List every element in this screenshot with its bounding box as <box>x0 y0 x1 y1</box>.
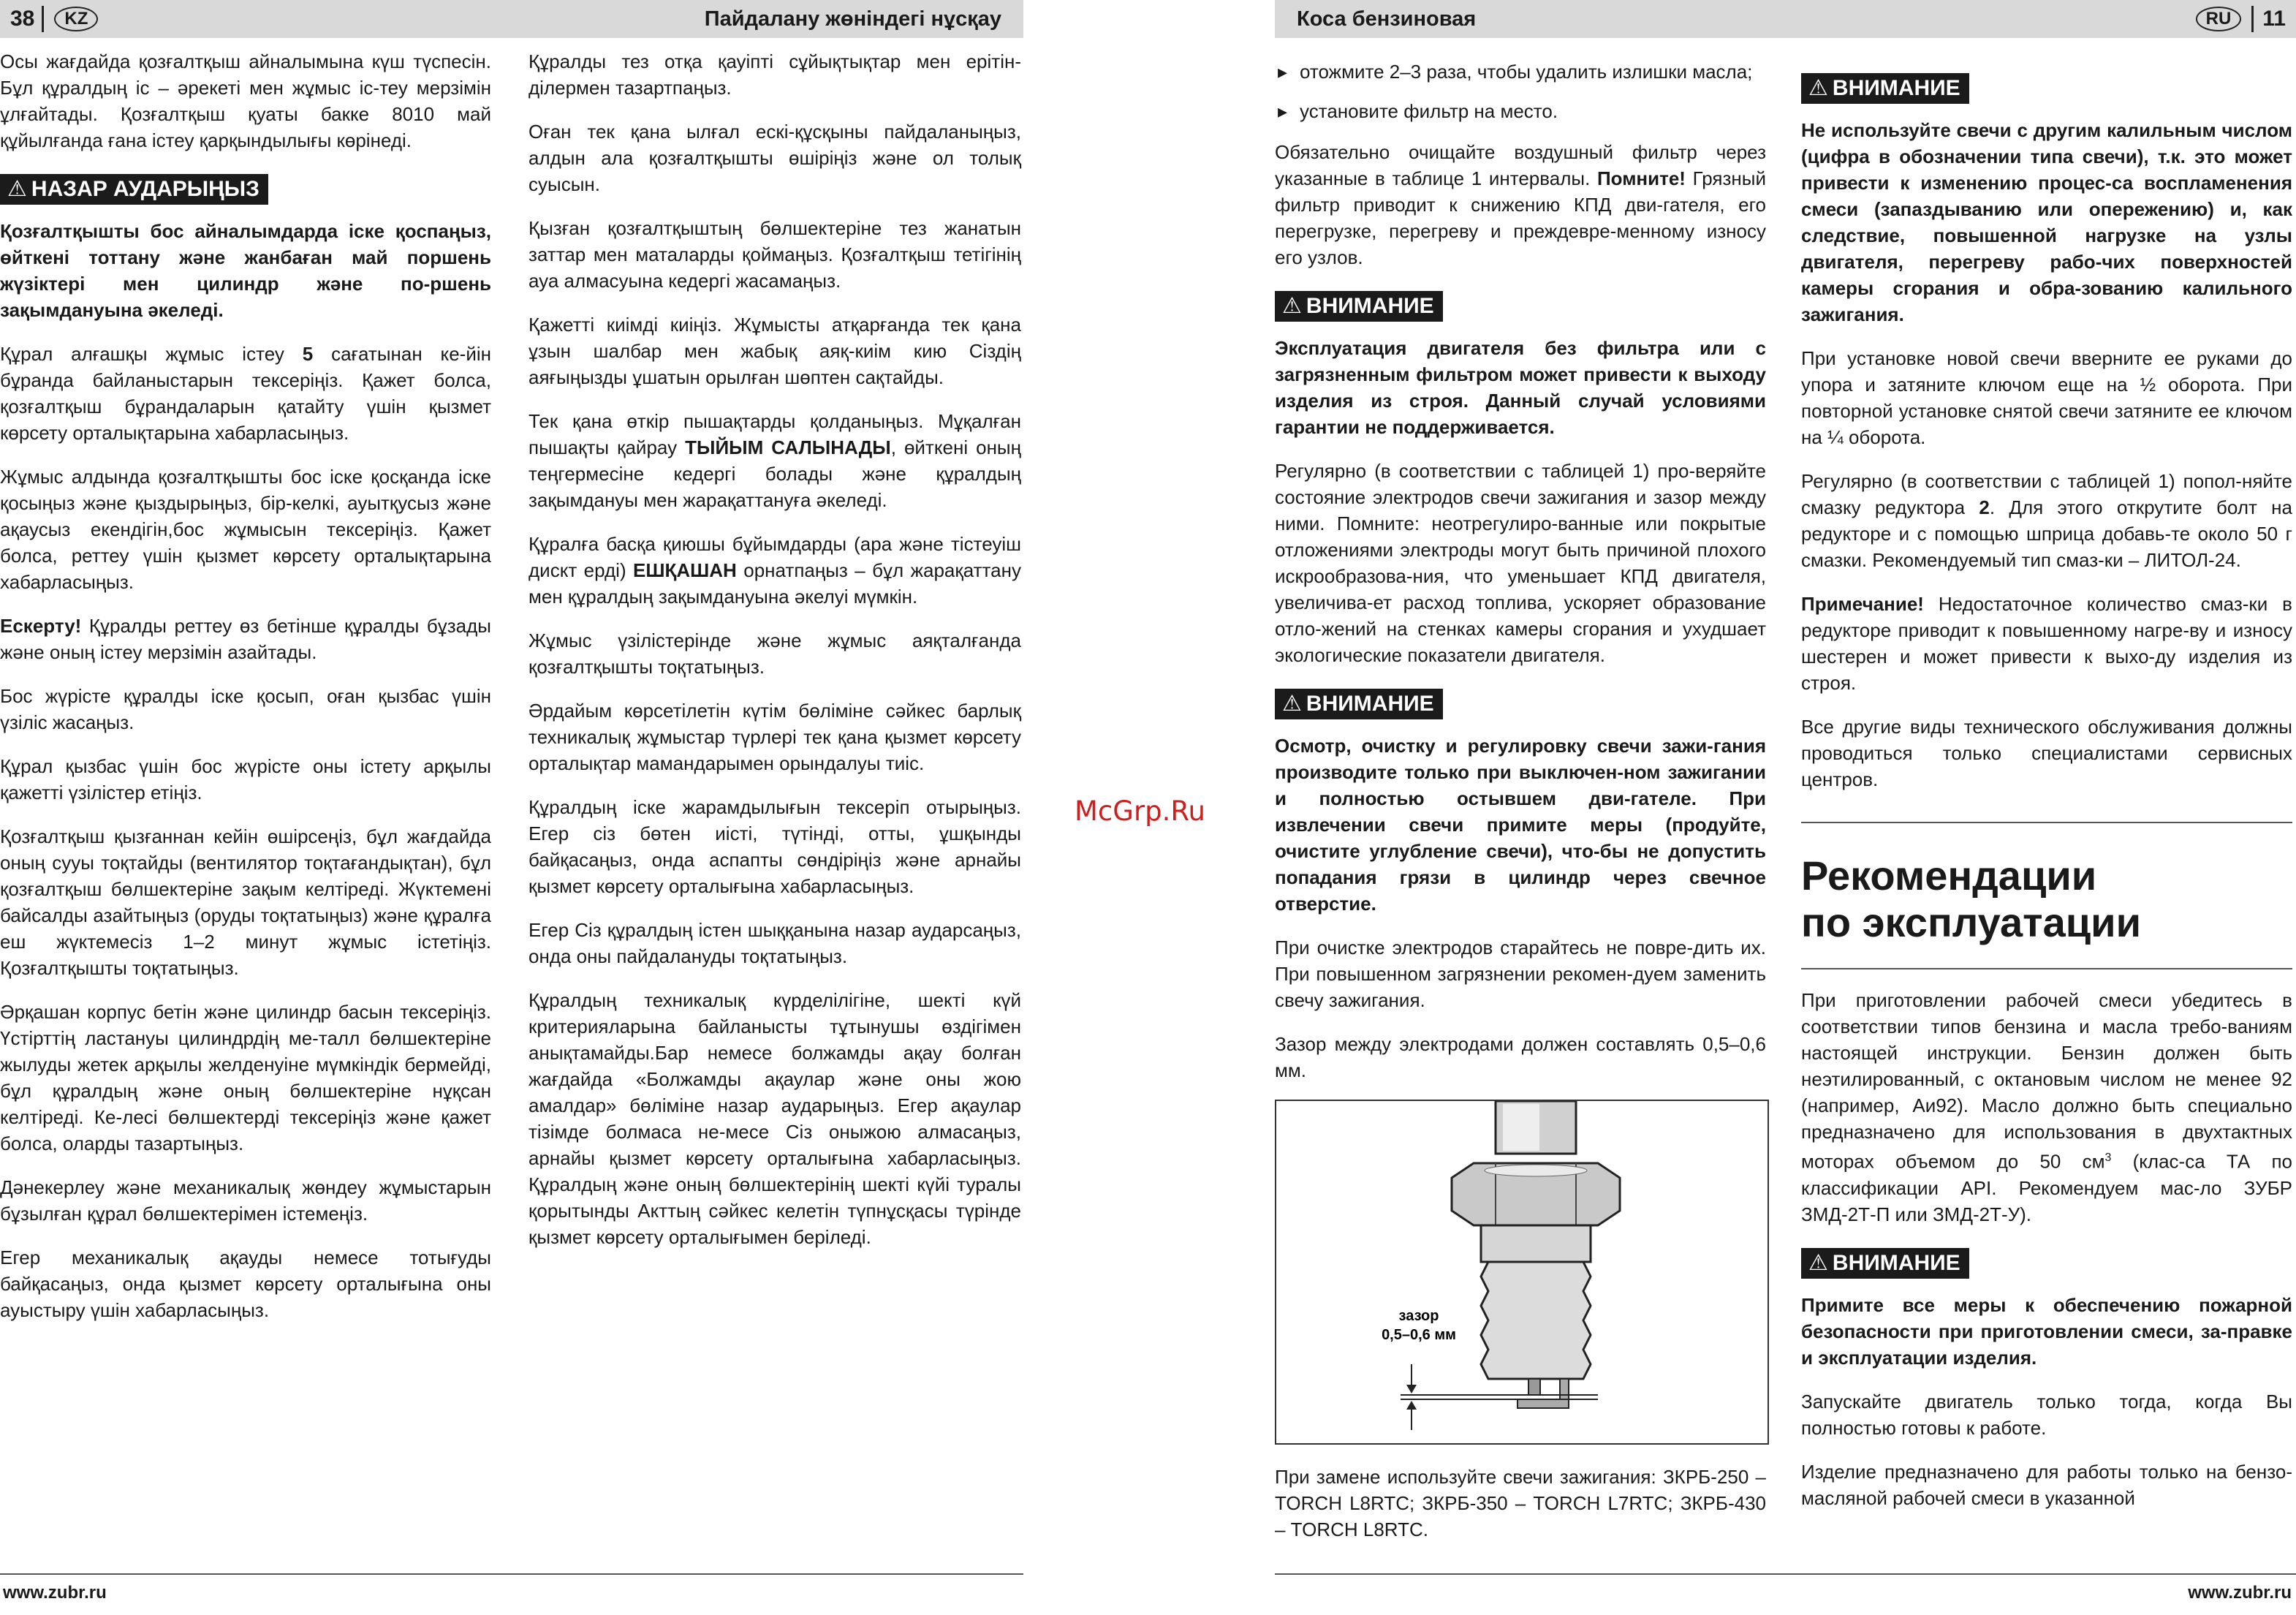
spark-plug-gap-diagram <box>1276 1101 1765 1440</box>
gap-label: зазор <box>1398 1308 1439 1324</box>
warning-text: Эксплуатация двигателя без фильтра или с загрязненным фильтром может привести к выходу изделия из строя. Данный случай условиями гарантии не поддерживается. <box>1275 337 1766 438</box>
left-column-1 <box>0 48 491 1341</box>
warning-badge: ⚠ ВНИМАНИЕ <box>1275 291 1443 322</box>
warning-badge: ⚠ НАЗАР АУДАРЫҢЫЗ <box>0 174 268 205</box>
paragraph: Регулярно (в соответствии с таблицей 1) попол-няйте смазку редуктора 2. Для этого открутите болт на редукторе и с помощью шприца добавь-те около 50 г смазки. Рекомендуемый тип смаз-ки – ЛИТОЛ-24. <box>1801 470 2292 571</box>
paragraph: Запускайте двигатель только тогда, когда Вы полностью готовы к работе. <box>1801 1390 2292 1439</box>
paragraph: Әрдайым көрсетілетін күтім бөліміне сәйкес барлық техникалық жұмыстар түрлері тек қана қызмет көрсету орталықтар мамандарымен орындалуы тиіс. <box>528 700 1021 774</box>
warning-triangle-icon: ⚠ <box>7 177 27 201</box>
warning-text: Осмотр, очистку и регулировку свечи зажи-гания производите только при выключен-ном зажигании и полностью остывшем дви-гателе. При извлечении свечи примите меры (продуйте, очистите углубление свечи), что-бы не допустить попадания грязи в цилиндр через свечное отверстие. <box>1275 735 1766 915</box>
paragraph: Құрал алғашқы жұмыс істеу 5 сағатынан ке-йін бұранда байланыстарын тексеріңіз. Қажет болса, қозғалтқыш бұрандаларын қатайту үшін қызмет көрсету орталықтарына хабарласыңыз. <box>0 343 491 444</box>
paragraph: Тек қана өткір пышақтарды қолданыңыз. Мұқалған пышақты қайрау ТЫЙЫМ САЛЫНАДЫ, өйткені оның теңгермесіне кедергі болады және құралдың зақымдануы мен жарақаттануға әкеледі. <box>528 410 1021 511</box>
paragraph: При замене используйте свечи зажигания: ЗКРБ-250 – TORCH L8RTC; ЗКРБ-350 – TORCH L7RTC; ЗКРБ-430 – TORCH L8RTC. <box>1275 1466 1766 1540</box>
warning-badge: ⚠ ВНИМАНИЕ <box>1801 73 1969 104</box>
paragraph: Бос жүрісте құралды іске қосып, оған қызбас үшін үзіліс жасаңыз. <box>0 685 491 733</box>
paragraph: Егер Сіз құралдың істен шыққанына назар аударсаңыз, онда оны пайдалануды тоқтатыңыз. <box>528 919 1021 967</box>
paragraph: Қызған қозғалтқыштың бөлшектеріне тез жанатын заттар мен маталарды қоймаңыз. Қозғалтқыш тетігінің ауа алмасуына кедергі жасамаңыз. <box>528 217 1021 292</box>
right-page-header <box>1275 0 2296 38</box>
warning-triangle-icon: ⚠ <box>1282 294 1302 318</box>
left-column-2 <box>528 48 1021 1268</box>
paragraph: Жұмыс үзілістерінде және жұмыс аяқталғанда қозғалтқышты тоқтатыңыз. <box>528 629 1021 678</box>
paragraph: Құралды тез отқа қауіпті сұйықтықтар мен ерітін-ділермен тазартпаңыз. <box>528 50 1021 99</box>
warning-text: Қозғалтқышты бос айналымдарда іске қоспаңыз, өйткені тоттану және жанбаған май поршень жүзіктері мен цилиндр және по-ршень зақымдануына әкеледі. <box>0 220 491 321</box>
warning-badge: ⚠ ВНИМАНИЕ <box>1275 689 1443 719</box>
section-divider <box>1801 968 2292 969</box>
spark-plug-figure <box>1275 1100 1769 1445</box>
paragraph: Қозғалтқыш қызғаннан кейін өшірсеңіз, бұл жағдайда оның сууы тоқтайды (вентилятор тоқтағандықтан), бұл қозғалтқыш бөлшектеріне зақым келтіреді. Жүктемені байсалды азайтыңыз (оруды тоқтатыңыз) және құралға еш жүктемесіз 1–2 минут жұмыс істетіңіз. Қозғалтқышты тоқтатыңыз. <box>0 825 491 979</box>
gap-value-label: 0,5–0,6 мм <box>1382 1327 1456 1343</box>
watermark: McGrp.Ru <box>1075 795 1205 827</box>
paragraph: Жұмыс алдында қозғалтқышты бос іске қосқанда іске қосыңыз және қыздырыңыз, бір-келкі, ауытқусыз және ақаусыз екендігін,бос жұмысын тексеріңіз. Қажет болса, реттеу үшін қызмет көрсету орталықтарына хабарласыңыз. <box>0 466 491 593</box>
list-item: ▸ отожмите 2–3 раза, чтобы удалить излишки масла; <box>1275 58 1766 85</box>
left-footer-rule <box>0 1573 1023 1575</box>
right-header-title: Коса бензиновая <box>1297 7 1477 31</box>
left-footer-url[interactable]: www.zubr.ru <box>3 1583 107 1603</box>
paragraph: Құралдың іске жарамдылығын тексеріп отырыңыз. Егер сіз бөтен иісті, түтінді, отты, ұшқынды байқасаңыз, онда аспапты сөндіріңіз және арнайы қызмет көрсету орталығына хабарласыңыз. <box>528 796 1021 897</box>
paragraph: Құралға басқа қиюшы бұйымдарды (ара және тістеуіш дискт ерді) ЕШҚАШАН орнатпаңыз – бұл жарақаттану мен құралдың зақымдануына әкелуі мүмкін. <box>528 533 1021 608</box>
left-header-title: Пайдалану жөніндегі нұсқау <box>704 7 1001 31</box>
warning-text: Не используйте свечи с другим калильным числом (цифра в обозначении типа свечи), т.к. это может привести к изменению процес-са воспламенения смеси (запаздыванию или опережению) и, как следствие, повышенной нагрузке на узлы двигателя, перегреву рабо-чих поверхностей камеры сгорания и обра-зованию калильного зажигания. <box>1801 119 2292 325</box>
kz-language-badge: KZ <box>54 7 98 31</box>
right-footer-url[interactable]: www.zubr.ru <box>2188 1583 2292 1603</box>
right-column-2 <box>1801 73 2292 1529</box>
paragraph: При очистке электродов старайтесь не повре-дить их. При повышенном загрязнении рекомен-дуем заменить свечу зажигания. <box>1275 937 1766 1011</box>
paragraph: Изделие предназначено для работы только на бензо-масляной рабочей смеси в указанной <box>1801 1460 2292 1509</box>
paragraph: Все другие виды технического обслуживания должны проводиться только специалистами сервисных центров. <box>1801 716 2292 790</box>
list-item: ▸ установите фильтр на место. <box>1275 98 1766 124</box>
paragraph: Дәнекерлеу және механикалық жөндеу жұмыстарын бұзылған құрал бөлшектерімен істемеңіз. <box>0 1176 491 1225</box>
warning-triangle-icon: ⚠ <box>1808 1250 1828 1275</box>
paragraph: Қажетті киімді киіңіз. Жұмысты атқарғанда тек қана ұзын шалбар мен жабық аяқ-киім кию Сіздің аяғыңызды ұшатын орылған шөптен сақтайды. <box>528 314 1021 388</box>
paragraph: Зазор между электродами должен составлять 0,5–0,6 мм. <box>1275 1033 1766 1081</box>
paragraph: Обязательно очищайте воздушный фильтр через указанные в таблице 1 интервалы. Помните! Грязный фильтр приводит к снижению КПД дви-гателя, его перегрузке, перегреву и преждевре-менному износу его узлов. <box>1275 141 1766 268</box>
warning-triangle-icon: ⚠ <box>1282 692 1302 716</box>
ru-language-badge: RU <box>2196 7 2242 31</box>
paragraph: Регулярно (в соответствии с таблицей 1) про-веряйте состояние электродов свечи зажигания и зазор между ними. Помните: неотрегулиро-ванные или покрытые отложениями электроды могут быть причиной плохого искрообразова-ния, что уменьшает КПД двигателя, увеличива-ет расход топлива, ускоряет образование отло-жений на стенках камеры сгорания и ухудшает экологические показатели двигателя. <box>1275 460 1766 666</box>
section-divider <box>1801 822 2292 823</box>
paragraph: Құрал қызбас үшін бос жүрісте оны істету арқылы қажетті үзілістер етіңіз. <box>0 755 491 803</box>
paragraph: При приготовлении рабочей смеси убедитесь в соответствии типов бензина и масла требо-ваниям настоящей инструкции. Бензин должен быть неэтилированный, с октановым числом не менее 92 (например, Аи92). Масло должно быть специально предназначено для использования в двухтактных моторах объемом до 50 $см^3$ (клас-са ТА по классификации API. Рекомендуем мас-ло ЗУБР ЗМД-2Т-П или ЗМД-2Т-У). <box>1801 989 2292 1225</box>
paragraph: Осы жағдайда қозғалтқыш айналымына күш түспесін. Бұл құралдың іс – әрекеті мен жұмыс іс-теу мерзімін ұлғайтады. Қозғалтқыш қуаты бакке 8010 май құйылғанда ғана істеу қарқындылығы көрінеді. <box>0 50 491 151</box>
paragraph: Ескерту! Құралды реттеу өз бетінше құралды бұзады және оның істеу мерзімін азайтады. <box>0 615 491 663</box>
paragraph: Әрқашан корпус бетін және цилиндр басын тексеріңіз. Үстірттің ластануы цилиндрдің ме-талл бөлшектеріне жылуды жетек арқылы желденуіне мүмкіндік бермейді, бұл құралдың және оның бөлшектеріне нұқсан келтіреді. Ке-лесі бөлшектерді тексеріңіз және қажет болса, оларды тазартыңыз. <box>0 1001 491 1154</box>
left-page-header <box>0 0 1023 38</box>
left-page-number: 38 <box>0 6 44 32</box>
warning-triangle-icon: ⚠ <box>1808 76 1828 100</box>
warning-badge: ⚠ ВНИМАНИЕ <box>1801 1248 1969 1279</box>
right-page-number: 11 <box>2251 6 2296 32</box>
right-footer-rule <box>1275 1573 2296 1575</box>
section-heading: Рекомендации по эксплуатации <box>1801 852 2142 945</box>
paragraph: Оған тек қана ылғал ескі-құсқыны пайдаланыңыз, алдын ала қозғалтқышты өшіріңіз және ол толық суысын. <box>528 121 1021 195</box>
paragraph: При установке новой свечи вверните ее руками до упора и затяните ключом еще на ½ оборота. При повторной установке снятой свечи затяните ее ключом на ¼ оборота. <box>1801 347 2292 448</box>
paragraph: Егер механикалық ақауды немесе тотығуды байқасаңыз, онда қызмет көрсету орталығына оны ауыстыру үшін хабарласыңыз. <box>0 1247 491 1321</box>
paragraph: Примечание! Недостаточное количество смаз-ки в редукторе приводит к повышенному нагре-ву и износу шестерен и может привести к выхо-ду изделия из строя. <box>1801 593 2292 694</box>
warning-text: Примите все меры к обеспечению пожарной безопасности при приготовлении смеси, за-правке и эксплуатации изделия. <box>1801 1293 2292 1369</box>
paragraph: Құралдың техникалық күрделілігіне, шекті күй критерияларына байланысты тұтынушы өздігімен анықтамайды.Бар немесе болжамды ақау болған жағдайда «Болжамды ақаулар және оны жою амалдар» бөліміне назар аударыңыз. Егер ақаулар тізімде болмаса не-месе Сіз оныжою алмасаңыз, арнайы қызмет көрсету орталығына хабарласыңыз. Құралдың және оның бөлшектерінің шекті күйі туралы қорытынды Акттың сәйкес келетін түпнұсқасы түрінде қызмет көрсету орталығымен беріледі. <box>528 989 1021 1248</box>
right-column-1 <box>1275 58 1766 1560</box>
